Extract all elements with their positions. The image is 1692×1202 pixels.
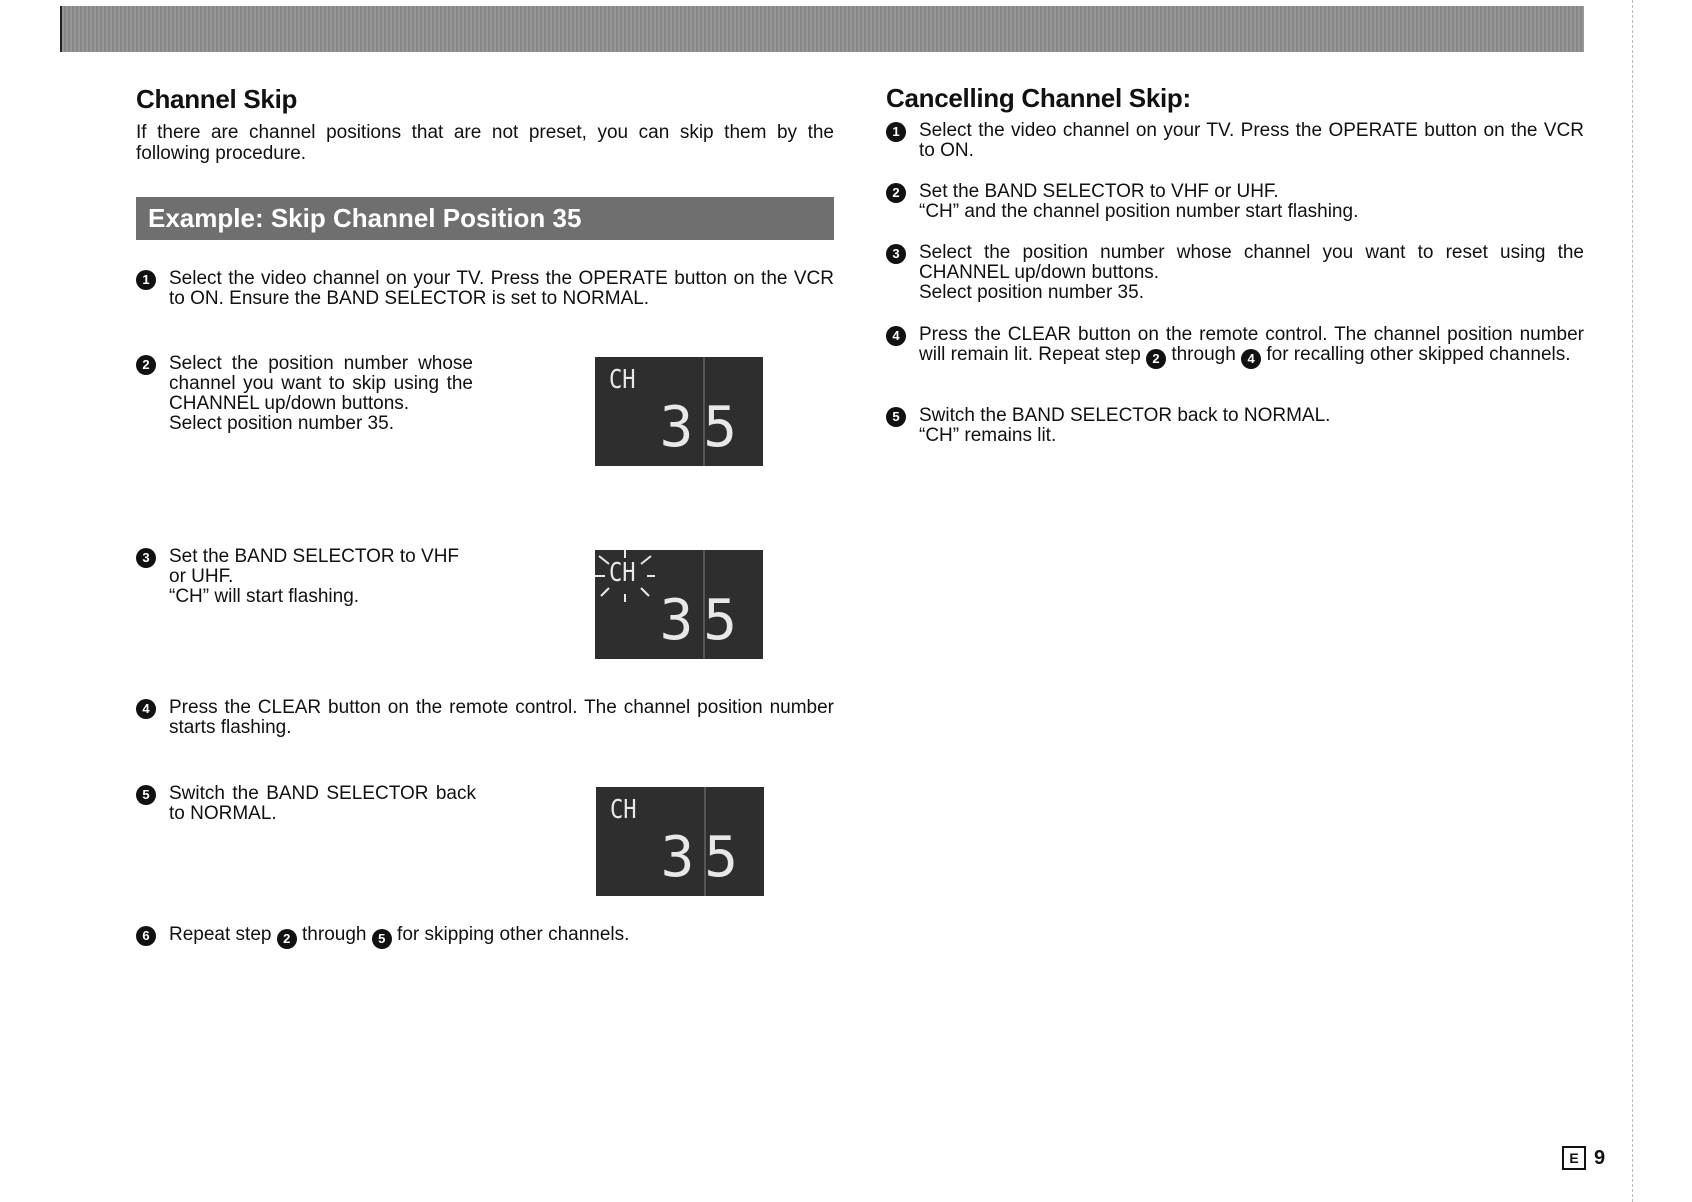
step-number-badge: 5 [136, 785, 156, 805]
right-step-3 [886, 243, 1584, 303]
step-number-badge: 3 [886, 244, 906, 264]
header-bar [60, 6, 1584, 52]
step-text: Set the BAND SELECTOR to VHF or UHF. [919, 181, 1279, 202]
ch-indicator: CH [610, 795, 637, 825]
step-text: Switch the BAND SELECTOR back to NORMAL. [919, 405, 1331, 426]
channel-display-3 [596, 787, 764, 896]
step-text: Select the video channel on your TV. Press the OPERATE button on the VCR to ON. [919, 120, 1584, 161]
step-reference-badge: 2 [1146, 349, 1166, 369]
step-text: Press the CLEAR button on the remote control. The channel position number starts flashing. [169, 697, 834, 738]
channel-digits: 35 [660, 825, 748, 890]
step-text: Press the CLEAR button on the remote control. The channel position number will remain lit. Repeat step [919, 324, 1584, 365]
step-text: Select position number 35. [919, 282, 1144, 303]
channel-display-2 [595, 550, 763, 659]
step-reference-badge: 5 [372, 929, 392, 949]
page-edge-line [1632, 0, 1633, 1202]
right-step-5 [886, 406, 1584, 446]
page-number: 9 [1594, 1147, 1606, 1169]
cancelling-skip-title: Cancelling Channel Skip: [886, 83, 1191, 113]
step-text: “CH” and the channel position number start flashing. [919, 201, 1359, 222]
step-text: Select the video channel on your TV. Press the OPERATE button on the VCR to ON. Ensure the BAND SELECTOR is set to NORMAL. [169, 268, 834, 309]
channel-digits: 35 [659, 588, 747, 653]
step-number-badge: 1 [136, 270, 156, 290]
language-marker: E [1562, 1146, 1586, 1170]
step-number-badge: 3 [136, 548, 156, 568]
step-text: Switch the BAND SELECTOR back to NORMAL. [169, 783, 476, 824]
intro-paragraph [136, 122, 834, 164]
step-text: “CH” remains lit. [919, 425, 1057, 446]
intro-text: If there are channel positions that are not preset, you can skip them by the following procedure. [136, 122, 834, 164]
right-step-1 [886, 121, 1584, 161]
step-text: Set the BAND SELECTOR to VHF or UHF. [169, 546, 460, 587]
ch-indicator: CH [609, 558, 636, 588]
left-step-2 [136, 354, 473, 434]
step-reference-badge: 2 [277, 929, 297, 949]
step-reference-badge: 4 [1241, 349, 1261, 369]
step-text: Select the position number whose channel you want to reset using the CHANNEL up/down buttons. [919, 242, 1584, 283]
left-step-5 [136, 784, 476, 824]
left-step-4 [136, 698, 834, 738]
channel-skip-title: Channel Skip [136, 84, 298, 114]
page-footer [1562, 1146, 1605, 1170]
channel-digits: 35 [659, 395, 747, 460]
left-step-3 [136, 547, 476, 607]
step-number-badge: 1 [886, 122, 906, 142]
flash-rays-icon [595, 550, 655, 610]
step-text: for recalling other skipped channels. [1266, 344, 1571, 365]
step-number-badge: 2 [136, 355, 156, 375]
left-step-6 [136, 925, 834, 949]
step-text: Select the position number whose channel you want to skip using the CHANNEL up/down buttons. [169, 353, 473, 414]
step-number-badge: 2 [886, 183, 906, 203]
step-text: for skipping other channels. [397, 924, 630, 945]
step-text: Repeat step [169, 924, 272, 945]
step-number-badge: 4 [886, 326, 906, 346]
step-number-badge: 5 [886, 407, 906, 427]
step-text: “CH” will start flashing. [169, 586, 360, 607]
channel-display-1 [595, 357, 763, 466]
left-step-1 [136, 269, 834, 309]
example-banner: Example: Skip Channel Position 35 [136, 197, 834, 240]
step-number-badge: 4 [136, 699, 156, 719]
right-step-2 [886, 182, 1584, 222]
ch-indicator: CH [609, 365, 636, 395]
step-text: Select position number 35. [169, 413, 394, 434]
step-number-badge: 6 [136, 926, 156, 946]
step-text: through [1171, 344, 1236, 365]
right-step-4 [886, 325, 1584, 369]
step-text: through [302, 924, 367, 945]
